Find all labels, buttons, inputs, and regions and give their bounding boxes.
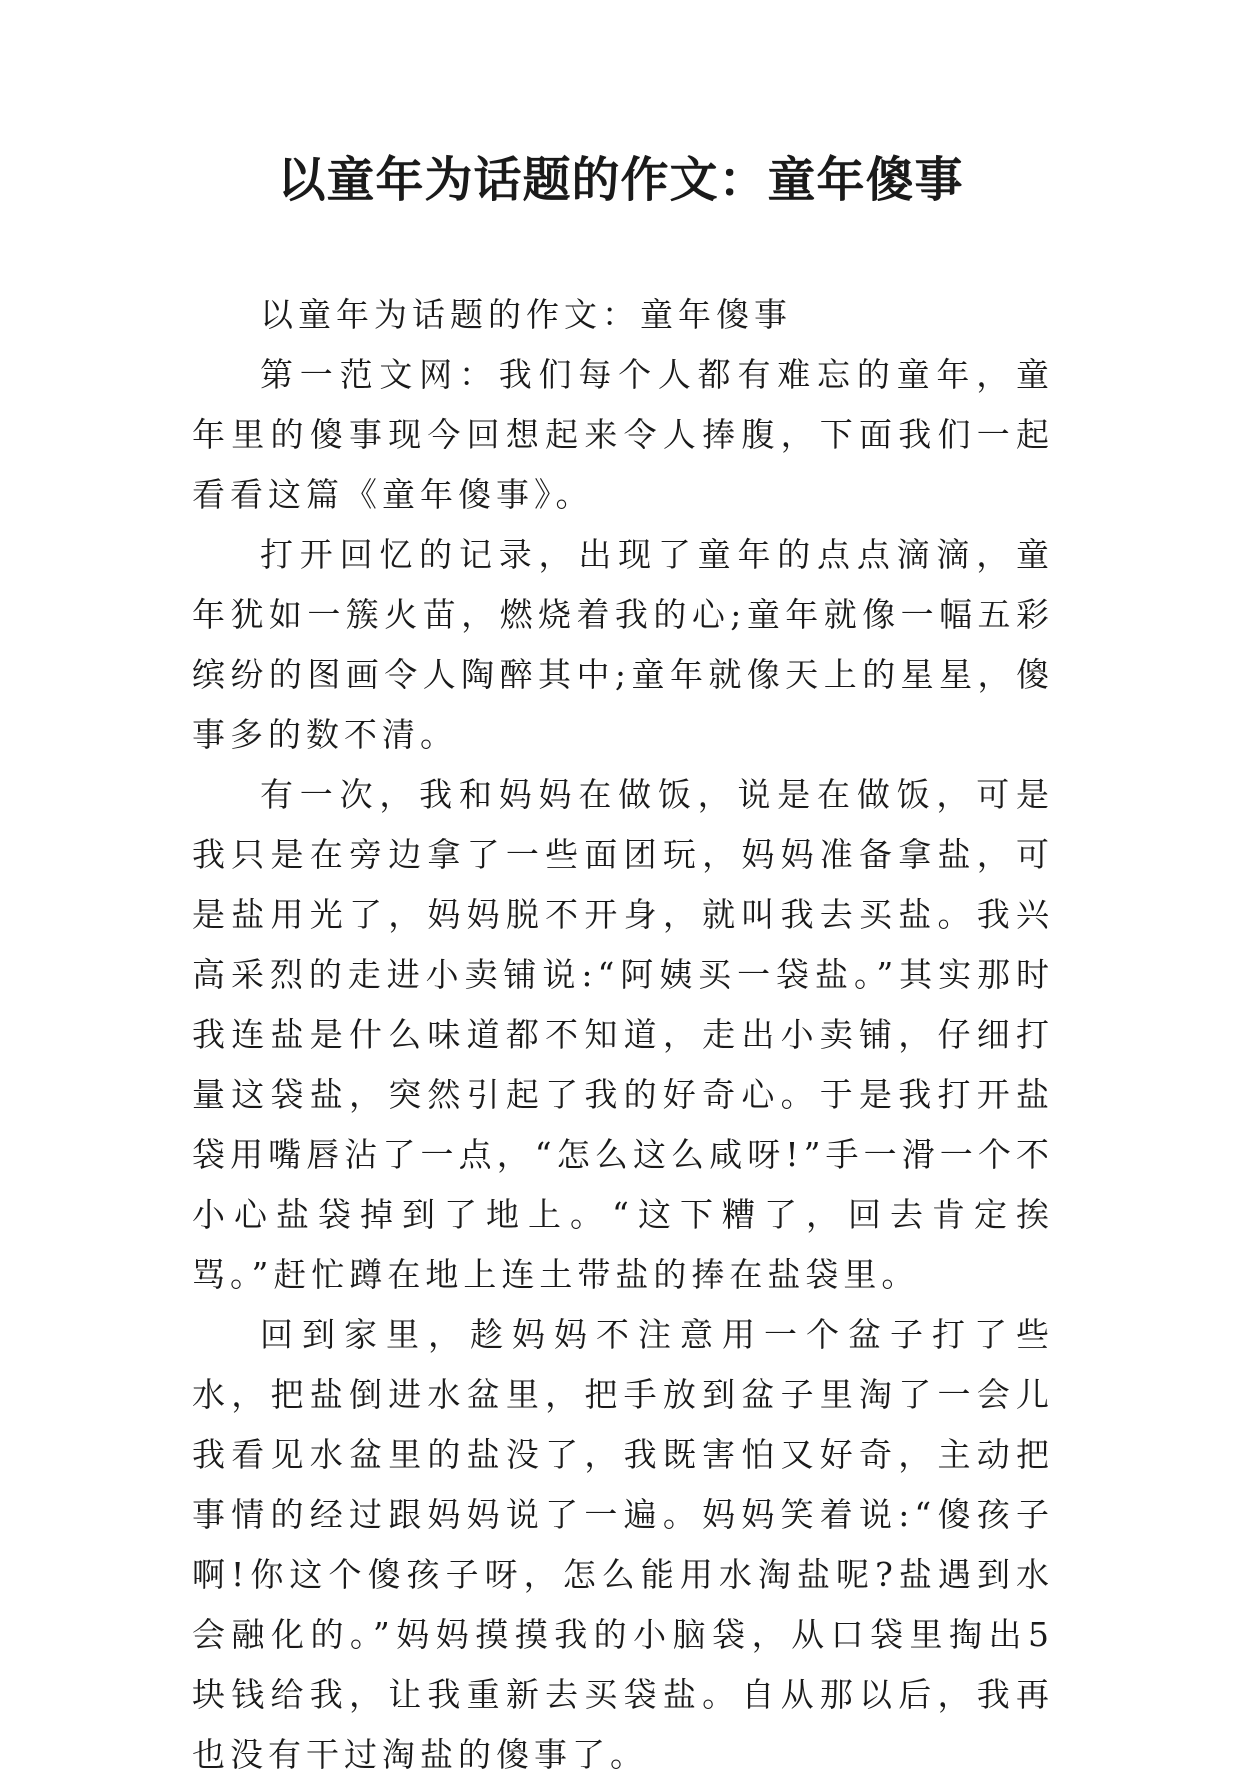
- paragraph-buying-salt: 有一次，我和妈妈在做饭，说是在做饭，可是我只是在旁边拿了一些面团玩，妈妈准备拿盐，可是盐用光了，妈妈脱不开身，就叫我去买盐。我兴高采烈的走进小卖铺说:“阿姨买一袋盐。”其实那时我连盐是什么味道都不知道，走出小卖铺，仔细打量这袋盐，突然引起了我的好奇心。于是我打开盐袋用嘴唇沾了一点，“怎么这么咸呀!”手一滑一个不小心盐袋掉到了地上。“这下糟了，回去肯定挨骂。”赶忙蹲在地上连土带盐的捧在盐袋里。: [192, 775, 1054, 1294]
- paragraph-intro: 第一范文网：我们每个人都有难忘的童年，童年里的傻事现今回想起来令人捧腹，下面我们一起看看这篇《童年傻事》。: [192, 355, 1054, 514]
- document-body: [192, 285, 1054, 1785]
- paragraph-subtitle: 以童年为话题的作文：童年傻事: [260, 295, 792, 334]
- document-title: 以童年为话题的作文：童年傻事: [277, 152, 964, 208]
- paragraph-washing-salt: 回到家里，趁妈妈不注意用一个盆子打了些水，把盐倒进水盆里，把手放到盆子里淘了一会儿我看见水盆里的盐没了，我既害怕又好奇，主动把事情的经过跟妈妈说了一遍。妈妈笑着说:“傻孩子啊!你这个傻孩子呀，怎么能用水淘盐呢?盐遇到水会融化的。”妈妈摸摸我的小脑袋，从口袋里掏出5块钱给我，让我重新去买袋盐。自从那以后，我再也没有干过淘盐的傻事了。: [192, 1315, 1054, 1774]
- paragraph-memories: 打开回忆的记录，出现了童年的点点滴滴，童年犹如一簇火苗，燃烧着我的心;童年就像一幅五彩缤纷的图画令人陶醉其中;童年就像天上的星星，傻事多的数不清。: [192, 535, 1054, 754]
